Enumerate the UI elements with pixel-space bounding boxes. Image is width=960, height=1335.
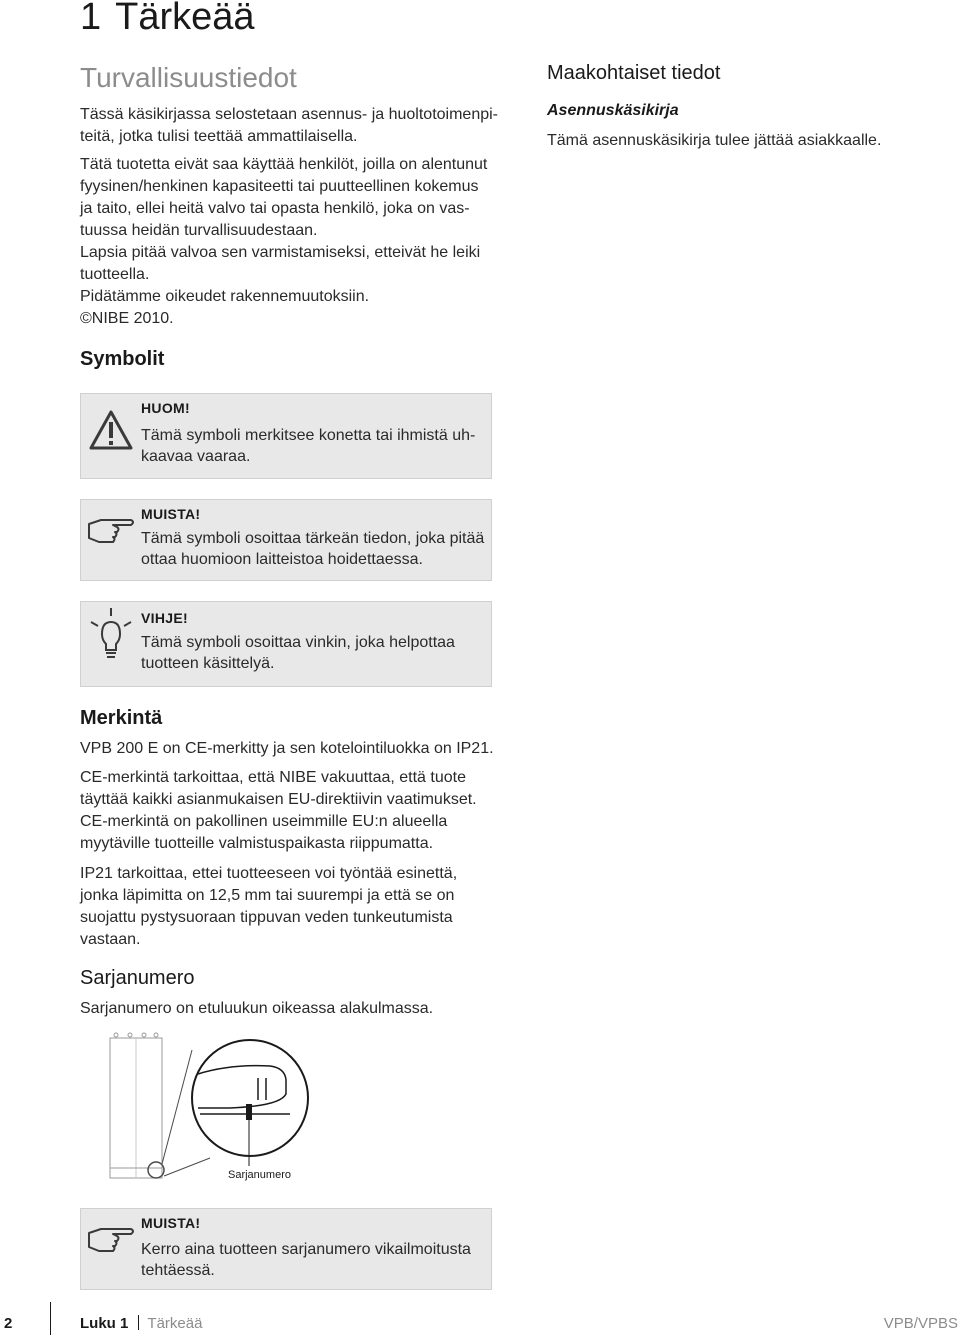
notice-serial-remember: [80, 1208, 492, 1290]
marking-line: CE-merkintä tarkoittaa, että NIBE vakuuttaa, että tuote: [80, 769, 466, 786]
serial-plate: [246, 1104, 252, 1120]
notice-line: Kerro aina tuotteen sarjanumero vikailmoitusta: [141, 1241, 471, 1258]
notice-title: MUISTA!: [141, 1215, 201, 1231]
warning-triangle-icon: [87, 400, 135, 456]
safety-line: Tätä tuotetta eivät saa käyttää henkilöt, joilla on alentunut: [80, 156, 488, 173]
country-text: Tämä asennuskäsikirja tulee jättää asiakkaalle.: [547, 132, 882, 149]
safety-line: Pidätämme oikeudet rakennemuutoksiin.: [80, 288, 370, 305]
footer-separator: [138, 1315, 139, 1330]
notice-text: [141, 1239, 486, 1281]
page-number: 2: [4, 1315, 13, 1332]
marking-heading: Merkintä: [80, 707, 163, 729]
marking-line: CE-merkintä on pakollinen useimmille EU:n alueella: [80, 813, 448, 830]
marking-intro: VPB 200 E on CE-merkitty ja sen kotelointiluokka on IP21.: [80, 740, 494, 757]
country-subheading: Asennuskäsikirja: [547, 102, 679, 119]
notice-line: tuotteen käsittelyä.: [141, 655, 275, 672]
notice-line: kaavaa vaaraa.: [141, 448, 251, 465]
serial-heading: Sarjanumero: [80, 967, 195, 989]
notice-title: VIHJE!: [141, 610, 188, 626]
notice-text: [141, 632, 486, 674]
chapter-title: [80, 0, 255, 40]
notice-line: Tämä symboli merkitsee konetta tai ihmistä uh-: [141, 427, 476, 444]
footer-divider: [50, 1302, 51, 1335]
safety-line: fyysinen/henkinen kapasiteetti tai puutteellinen kokemus: [80, 178, 479, 195]
footer-chapter: [80, 1314, 202, 1334]
figure-label: Sarjanumero: [228, 1169, 291, 1181]
safety-line: tuotteella.: [80, 266, 150, 283]
safety-heading: Turvallisuustiedot: [80, 62, 297, 93]
notice-line: tehtäessä.: [141, 1262, 215, 1279]
safety-line: ©NIBE 2010.: [80, 310, 174, 327]
chapter-number: 1: [80, 0, 102, 38]
footer-product: VPB/VPBS: [883, 1315, 958, 1332]
pointing-hand-icon: [87, 1215, 135, 1271]
notice-text: [141, 425, 486, 467]
pointing-hand-icon: [87, 506, 135, 562]
notice-line: Tämä symboli osoittaa tärkeän tiedon, joka pitää: [141, 530, 485, 547]
chapter-name: Tärkeää: [115, 0, 255, 38]
marking-line: myytäville tuotteille valmistuspaikasta riippumatta.: [80, 835, 434, 852]
marking-line: täyttää kaikki asianmukaisen EU-direktiivin vaatimukset.: [80, 791, 477, 808]
marking-line: suojattu pystysuoraan tippuvan veden tunkeutumista: [80, 909, 453, 926]
notice-title: HUOM!: [141, 400, 190, 416]
marking-line: vastaan.: [80, 931, 141, 948]
marking-line: IP21 tarkoittaa, ettei tuotteeseen voi työntää esinettä,: [80, 865, 458, 882]
safety-intro-text: Tässä käsikirjassa selostetaan asennus- ja huoltotoimenpi-teitä, jotka tulisi teettää ammattilaisella.: [80, 106, 498, 145]
notice-title: MUISTA!: [141, 506, 201, 522]
serial-text: Sarjanumero on etuluukun oikeassa alakulmassa.: [80, 1000, 434, 1017]
safety-paragraph: [80, 154, 500, 330]
safety-line: Lapsia pitää valvoa sen varmistamiseksi, etteivät he leiki: [80, 244, 481, 261]
serial-number-figure: [80, 1030, 410, 1190]
notice-line: ottaa huomioon laitteistoa hoidettaessa.: [141, 551, 423, 568]
safety-line: tuussa heidän turvallisuudestaan.: [80, 222, 318, 239]
light-bulb-icon: [87, 606, 135, 662]
notice-line: Tämä symboli osoittaa vinkin, joka helpottaa: [141, 634, 455, 651]
footer-chapter-label: Luku 1: [80, 1315, 129, 1332]
safety-line: ja taito, ellei heitä valvo tai opasta henkilö, joka on vas-: [80, 200, 470, 217]
footer-chapter-name: Tärkeää: [147, 1315, 203, 1332]
symbols-heading: Symbolit: [80, 348, 165, 370]
notice-caution: [80, 393, 492, 479]
notice-remember: [80, 499, 492, 581]
marking-ce-paragraph: [80, 767, 520, 855]
marking-line: jonka läpimitta on 12,5 mm tai suurempi ja että se on: [80, 887, 455, 904]
safety-intro: [80, 104, 500, 148]
notice-text: [141, 528, 486, 570]
marking-ip-paragraph: [80, 863, 520, 951]
magnified-detail: [192, 1040, 308, 1156]
country-heading: Maakohtaiset tiedot: [547, 62, 721, 84]
notice-tip: [80, 601, 492, 687]
